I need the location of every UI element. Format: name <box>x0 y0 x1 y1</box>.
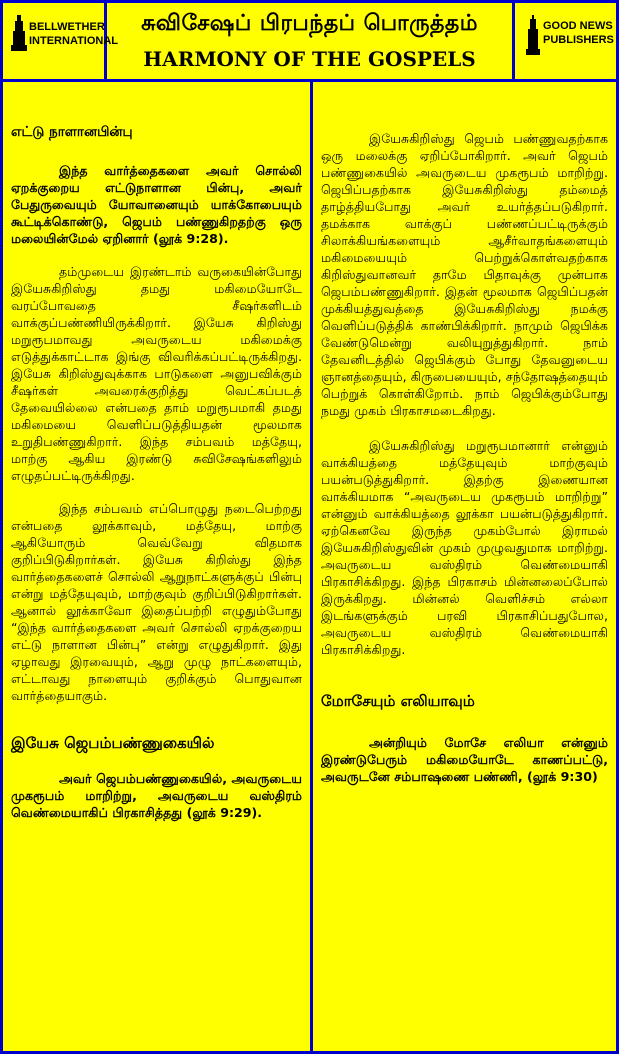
left-column <box>3 82 313 1051</box>
title-english: HARMONY OF THE GOSPELS <box>143 47 476 71</box>
tower-icon <box>525 15 541 55</box>
title-tamil: சுவிசேஷப் பிரபந்தப் பொருத்தம் <box>141 11 478 36</box>
header <box>3 3 616 79</box>
logo-left-line1: BELLWETHER <box>29 21 105 33</box>
good-news-logo <box>525 15 614 59</box>
quote-luke-9-29: அவர் ஜெபம்பண்ணுகையில், அவருடைய முகரூபம் மாறிற்று, அவருடைய வஸ்திரம் வெண்மையாகிப் பிரகாசித்தது (லூக் 9:29). <box>11 771 302 820</box>
heading-moses-elijah: மோசேயும் எலியாவும் <box>321 692 475 710</box>
quote-luke-9-30: அன்றியும் மோசே எலியா என்னும் இரண்டுபேரும் மகிமையோடே காணப்பட்டு, அவருடனே சம்பாஷணை பண்ணி, (லூக் 9:30) <box>321 735 608 784</box>
good-news-logo-text <box>543 19 614 47</box>
bell-tower-icon <box>11 15 27 51</box>
bellwether-logo <box>11 15 119 55</box>
right-column <box>313 82 616 1051</box>
paragraph-prayer: இயேசுகிறிஸ்து ஜெபம் பண்ணுவதற்காக ஒரு மலைக்கு ஏறிப்போகிறார். அவர் ஜெபம் பண்ணுகையில் அவருடைய முகரூபம் மாறிற்று. ஜெபிப்பதற்காக இயேசுகிறிஸ்து தம்மைத் தாழ்த்தியபோது அவர் உயர்த்தப்படுகிறார். தமக்காக வாக்குப் பண்ணப்பட்டிருக்கும் சிலாக்கியங்களையும் ஆசீர்வாதங்களையும் மகிமையையும் பெற்றுக்கொள்வதற்காக கிறிஸ்துவானவர் தாமே பிதாவுக்கு முன்பாக ஜெபம்பண்ணுகிறார். இதன் மூலமாக ஜெபிப்பதன் முக்கியத்துவத்தை இயேசுகிறிஸ்து நமக்கு வெளிப்படுத்திக் காண்பிக்கிறார். நாமும் ஜெபிக்க வேண்டுமென்று வலியுறுத்துகிறார். நாம் தேவனிடத்தில் ஜெபிக்கும் போது தேவனுடைய ஞானத்தையும், கிருபையையும், சந்தோஷத்தையும் பெற்றுக் கொள்கிறோம். நாம் ஜெபிக்கும்போது நமது முகம் பிரகாசமடைகிறது. <box>321 131 608 418</box>
paragraph-glory: தம்முடைய இரண்டாம் வருகையின்போது இயேசுகிறிஸ்து தமது மகிமையோடே வரப்போவதை சீஷர்களிடம் வாக்குப்பண்ணியிருக்கிறார். இயேசு கிறிஸ்து மறுரூபமாவது அவருடைய மகிமைக்கு எடுத்துக்காட்டாக இங்கு விவரிக்கப்பட்டிருக்கிறது. இயேசு கிறிஸ்துவுக்காக பாடுகளை அனுபவிக்கும் சீஷர்கள் அவரைக்குறித்து வெட்கப்படத் தேவையில்லை என்பதை தாம் மறுரூபமாகி தமது மகிமையை வெளிப்படுத்தியதன் மூலமாக உறுதிபண்ணுகிறார். இந்த சம்பவம் மத்தேயு, மாற்கு ஆகிய இரண்டு சுவிசேஷங்களிலும் எழுதப்பட்டிருக்கிறது. <box>11 264 302 483</box>
heading-eight-days: எட்டு நாளானபின்பு <box>11 124 133 140</box>
logo-right-line2: PUBLISHERS <box>543 34 614 46</box>
publisher-logo-left <box>3 3 119 79</box>
bellwether-logo-text <box>29 20 118 48</box>
paragraph-timing: இந்த சம்பவம் எப்பொழுது நடைபெற்றது என்பதை லூக்காவும், மத்தேயு, மாற்கு ஆகியோரும் வெவ்வேறு விதமாக குறிப்பிடுகிறார்கள். இயேசு கிறிஸ்து இந்த வார்த்தைகளைச் சொல்லி ஆறுநாட்களுக்குப் பின்பு என்று மத்தேயுவும், மாற்குவும் குறிப்பிடுகிறார்கள். ஆனால் லூக்காவோ இதைப்பற்றி எழுதும்போது “இந்த வார்த்தைகளை அவர் சொல்லி ஏறக்குறைய எட்டு நாளான பின்பு” என்று எழுதுகிறார். இது ஏழாவது இரவையும், ஆறு முழு நாட்களையும், எட்டாவது நாளையும் குறிக்கும் பொதுவான வார்த்தையாகும். <box>11 501 302 703</box>
header-title-block <box>107 3 512 79</box>
heading-while-praying: இயேசு ஜெபம்பண்ணுகையில் <box>11 734 215 752</box>
logo-left-line2: INTERNATIONAL <box>29 35 119 47</box>
logo-right-line1: GOOD NEWS <box>543 20 613 32</box>
publisher-logo-right <box>512 3 616 79</box>
quote-luke-9-28: இந்த வார்த்தைகளை அவர் சொல்லி ஏறக்குறைய எட்டுநாளான பின்பு, அவர் பேதுருவையும் யோவானையும் யாக்கோபையும் கூட்டிக்கொண்டு, ஜெபம் பண்ணுகிறதற்கு ஒரு மலையின்மேல் ஏறினார் (லூக் 9:28). <box>11 163 302 246</box>
paragraph-transfiguration: இயேசுகிறிஸ்து மறுரூபமானார் என்னும் வாக்கியத்தை மத்தேயுவும் மாற்குவும் பயன்படுத்துகிறார். இதற்கு இணையான வாக்கியமாக “அவருடைய முகரூபம் மாறிற்று” என்னும் வாக்கியத்தை லூக்கா பயன்படுத்துகிறார். ஏற்கெனவே இருந்த முகம்போல் இராமல் இயேசுகிறிஸ்துவின் முகம் முழுவதுமாக மாறிற்று. அவருடைய வஸ்திரம் வெண்மையாகி பிரகாசிக்கிறது. இந்த பிரகாசம் மின்னலைப்போல் இருக்கிறது. மின்னல் வெளிச்சம் எல்லா இடங்களுக்கும் பரவி பிரகாசிப்பதுபோல, அவருடைய வஸ்திரம் வெண்மையாகி பிரகாசிக்கிறது. <box>321 438 608 657</box>
